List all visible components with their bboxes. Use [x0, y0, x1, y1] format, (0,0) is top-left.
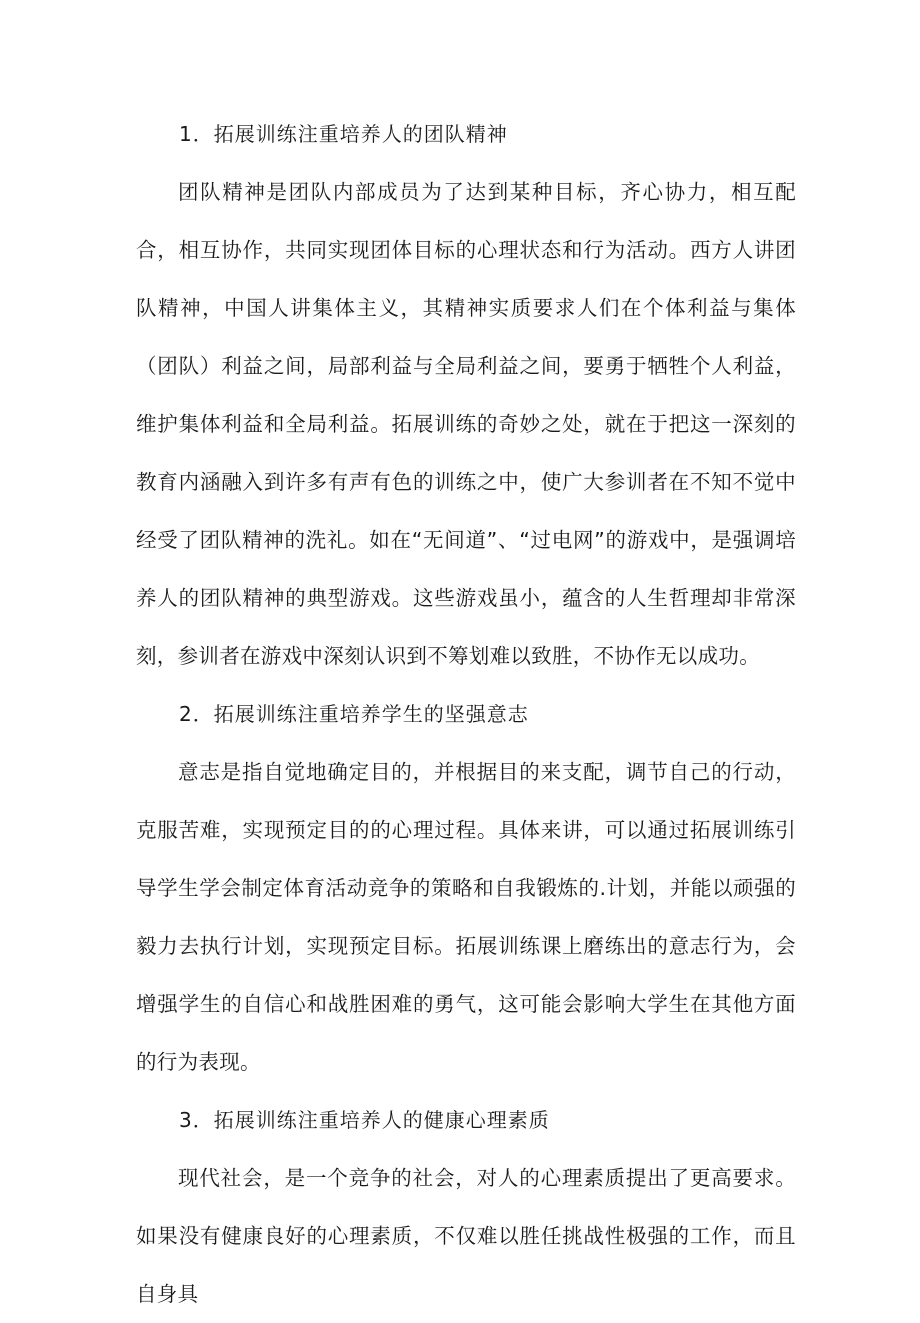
section-paragraph-3: 现代社会，是一个竞争的社会，对人的心理素质提出了更高要求。如果没有健康良好的心理素质，不仅难以胜任挑战性极强的工作，而且自身具	[136, 1166, 796, 1306]
section-heading-2: 2．拓展训练注重培养学生的坚强意志	[179, 702, 529, 726]
section-paragraph-1: 团队精神是团队内部成员为了达到某种目标，齐心协力，相互配合，相互协作，共同实现团体目标的心理状态和行为活动。西方人讲团队精神，中国人讲集体主义，其精神实质要求人们在个体利益与集体（团队）利益之间，局部利益与全局利益之间，要勇于牺牲个人利益，维护集体利益和全局利益。拓展训练的奇妙之处，就在于把这一深刻的教育内涵融入到许多有声有色的训练之中，使广大参训者在不知不觉中经受了团队精神的洗礼。如在“无间道”、“过电网”的游戏中，是强调培养人的团队精神的典型游戏。这些游戏虽小，蕴含的人生哲理却非常深刻，参训者在游戏中深刻认识到不筹划难以致胜，不协作无以成功。	[136, 180, 796, 668]
document-body	[136, 105, 796, 1323]
section-paragraph-2: 意志是指自觉地确定目的，并根据目的来支配，调节自己的行动，克服苦难，实现预定目的的心理过程。具体来讲，可以通过拓展训练引导学生学会制定体育活动竞争的策略和自我锻炼的.计划，并能以顽强的毅力去执行计划，实现预定目标。拓展训练课上磨练出的意志行为，会增强学生的自信心和战胜困难的勇气，这可能会影响大学生在其他方面的行为表现。	[136, 760, 796, 1074]
section-heading-3: 3．拓展训练注重培养人的健康心理素质	[179, 1108, 550, 1132]
section-heading-1: 1．拓展训练注重培养人的团队精神	[179, 122, 508, 146]
